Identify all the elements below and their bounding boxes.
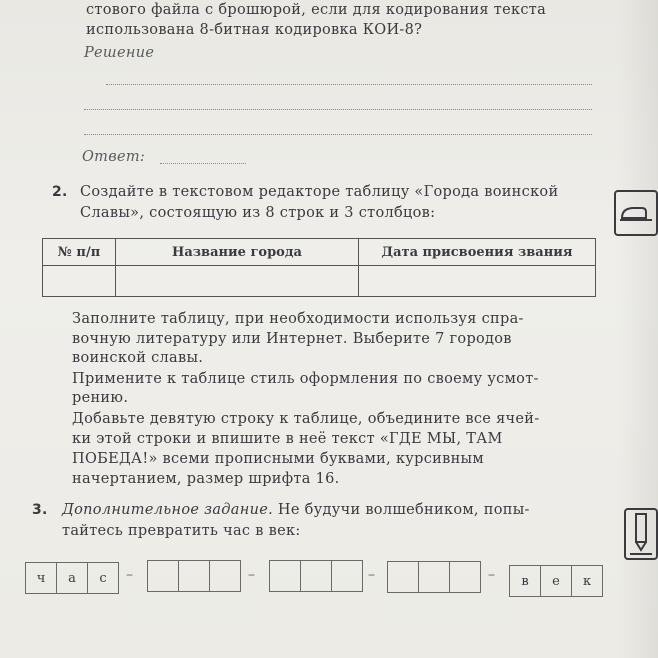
cities-table — [42, 238, 596, 297]
table-header-date: Дата присвоения звания — [359, 239, 596, 266]
task-3-line-2: тайтесь превратить час в век: — [62, 523, 301, 539]
end-word-boxes — [510, 565, 603, 597]
chain-dash: – — [126, 567, 133, 583]
task-2-body-line: ПОБЕДА!» всеми прописными буквами, курсивным — [72, 451, 484, 467]
empty-letter-box[interactable] — [449, 561, 481, 593]
step-1-boxes — [148, 560, 241, 592]
question-line-1: стового файла с брошюрой, если для кодирования текста — [86, 2, 547, 18]
chain-dash: – — [248, 567, 255, 583]
task-3-line-1-rest: Не будучи волшебником, попы- — [273, 502, 530, 518]
solution-line-1[interactable] — [106, 84, 592, 85]
letter-box: ч — [25, 562, 57, 594]
task-2-body-line: вочную литературу или Интернет. Выберите 7 городов — [72, 331, 512, 347]
answer-label: Ответ: — [82, 149, 146, 165]
table-cell[interactable] — [359, 266, 596, 297]
task-3-extra-label: Дополнительное задание. — [62, 502, 274, 518]
task-3-number: 3. — [32, 502, 48, 518]
task-2-body-line: начертанием, размер шрифта 16. — [72, 471, 340, 487]
empty-letter-box[interactable] — [418, 561, 450, 593]
letter-box: к — [571, 565, 603, 597]
solution-line-3[interactable] — [84, 134, 592, 135]
task-2-body-line: Добавьте девятую строку к таблице, объедините все ячей- — [72, 411, 540, 427]
task-2-body-line: ки этой строки и впишите в неё текст «ГДЕ МЫ, ТАМ — [72, 431, 503, 447]
table-header-city: Название города — [116, 239, 359, 266]
pencil-icon — [624, 508, 658, 560]
answer-line[interactable] — [160, 163, 246, 164]
table-cell[interactable] — [116, 266, 359, 297]
empty-letter-box[interactable] — [331, 560, 363, 592]
step-3-boxes — [388, 561, 481, 593]
letter-box: в — [509, 565, 541, 597]
task-2-body-line: Примените к таблице стиль оформления по своему усмот- — [72, 371, 539, 387]
table-cell[interactable] — [43, 266, 116, 297]
table-header-number: № п/п — [43, 239, 116, 266]
computer-task-icon — [614, 190, 658, 236]
letter-box: с — [87, 562, 119, 594]
task-2-line-1: Создайте в текстовом редакторе таблицу «Города воинской — [80, 184, 559, 200]
chain-dash: – — [488, 567, 495, 583]
task-2-line-2: Славы», состоящую из 8 строк и 3 столбцов: — [80, 205, 436, 221]
empty-letter-box[interactable] — [178, 560, 210, 592]
start-word-boxes — [26, 562, 119, 594]
task-2-body-line: рению. — [72, 390, 129, 406]
empty-letter-box[interactable] — [300, 560, 332, 592]
letter-box: е — [540, 565, 572, 597]
task-2-body-line: Заполните таблицу, при необходимости используя спра- — [72, 311, 524, 327]
empty-letter-box[interactable] — [147, 560, 179, 592]
question-line-2: использована 8-битная кодировка КОИ-8? — [86, 22, 423, 38]
empty-letter-box[interactable] — [387, 561, 419, 593]
task-3-line-1 — [62, 502, 530, 518]
step-2-boxes — [270, 560, 363, 592]
empty-letter-box[interactable] — [209, 560, 241, 592]
chain-dash: – — [368, 567, 375, 583]
solution-label: Решение — [84, 45, 155, 61]
letter-box: а — [56, 562, 88, 594]
task-2-body-line: воинской славы. — [72, 350, 204, 366]
empty-letter-box[interactable] — [269, 560, 301, 592]
solution-line-2[interactable] — [84, 109, 592, 110]
task-2-number: 2. — [52, 184, 68, 200]
